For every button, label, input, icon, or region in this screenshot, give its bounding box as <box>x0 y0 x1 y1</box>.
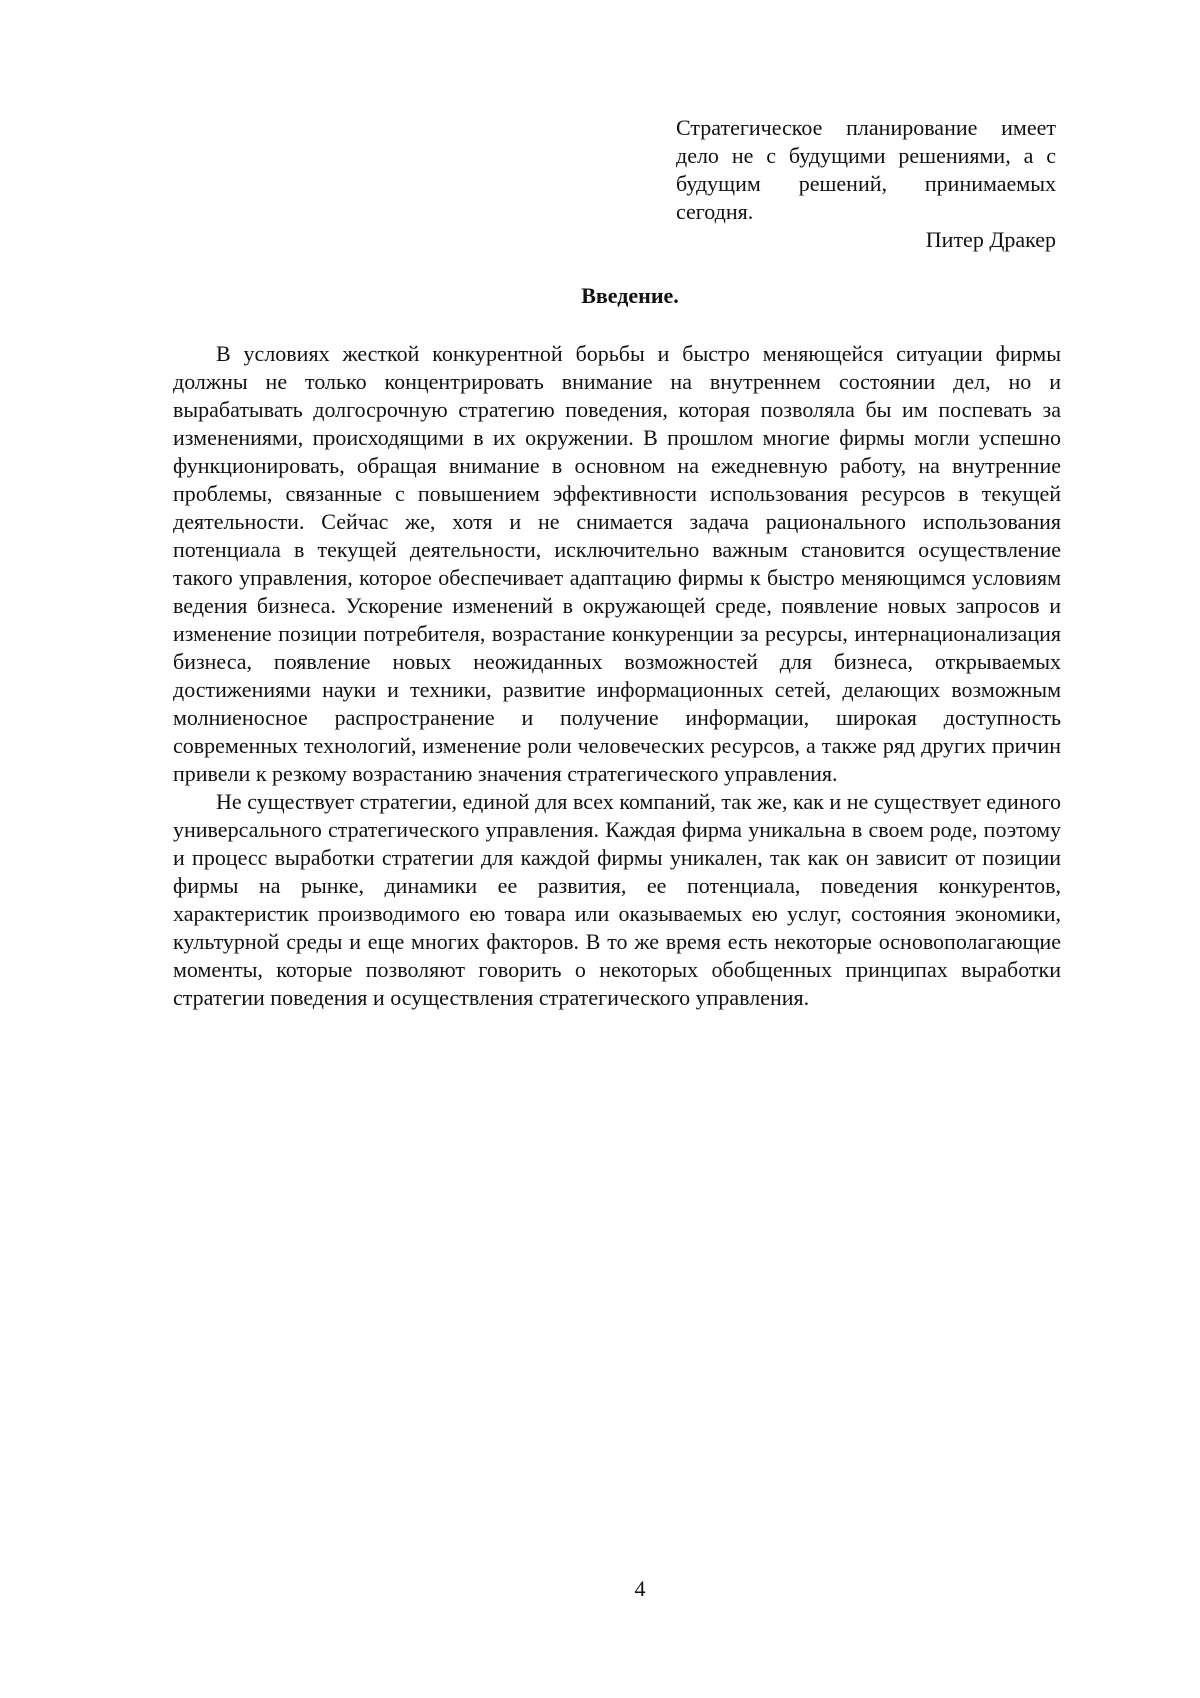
body-text <box>173 340 1061 1012</box>
page-number: 4 <box>634 1576 646 1601</box>
paragraph-2: Не существует стратегии, единой для всех компаний, так же, как и не существует единого универсального стратегического управления. Каждая фирма уникальна в своем роде, поэтому и процесс выработки стратегии для каждой фирмы уникален, так как он зависит от позиции фирмы на рынке, динамики ее развития, ее потенциала, поведения конкурентов, характеристик производимого ею товара или оказываемых ею услуг, состояния экономики, культурной среды и еще многих факторов. В то же время есть некоторые основополагающие моменты, которые позволяют говорить о некоторых обобщенных принципах выработки стратегии поведения и осуществления стратегического управления. <box>173 789 1061 1010</box>
epigraph-quote: Стратегическое планирование имеет дело не с будущими решениями, а с будущим решений, принимаемых сегодня. <box>676 115 1056 224</box>
epigraph-author: Питер Дракер <box>925 227 1056 252</box>
epigraph <box>676 114 1056 254</box>
paragraph-1: В условиях жесткой конкурентной борьбы и быстро меняющейся ситуации фирмы должны не только концентрировать внимание на внутреннем состоянии дел, но и вырабатывать долгосрочную стратегию поведения, которая позволяла бы им поспевать за изменениями, происходящими в их окружении. В прошлом многие фирмы могли успешно функционировать, обращая внимание в основном на ежедневную работу, на внутренние проблемы, связанные с повышением эффективности использования ресурсов в текущей деятельности. Сейчас же, хотя и не снимается задача рационального использования потенциала в текущей деятельности, исключительно важным становится осуществление такого управления, которое обеспечивает адаптацию фирмы к быстро меняющимся условиям ведения бизнеса. Ускорение изменений в окружающей среде, появление новых запросов и изменение позиции потребителя, возрастание конкуренции за ресурсы, интернационализация бизнеса, появление новых неожиданных возможностей для бизнеса, открываемых достижениями науки и техники, развитие информационных сетей, делающих возможным молниеносное распространение и получение информации, широкая доступность современных технологий, изменение роли человеческих ресурсов, а также ряд других причин привели к резкому возрастанию значения стратегического управления. <box>173 341 1061 786</box>
section-heading: Введение. <box>581 283 679 308</box>
